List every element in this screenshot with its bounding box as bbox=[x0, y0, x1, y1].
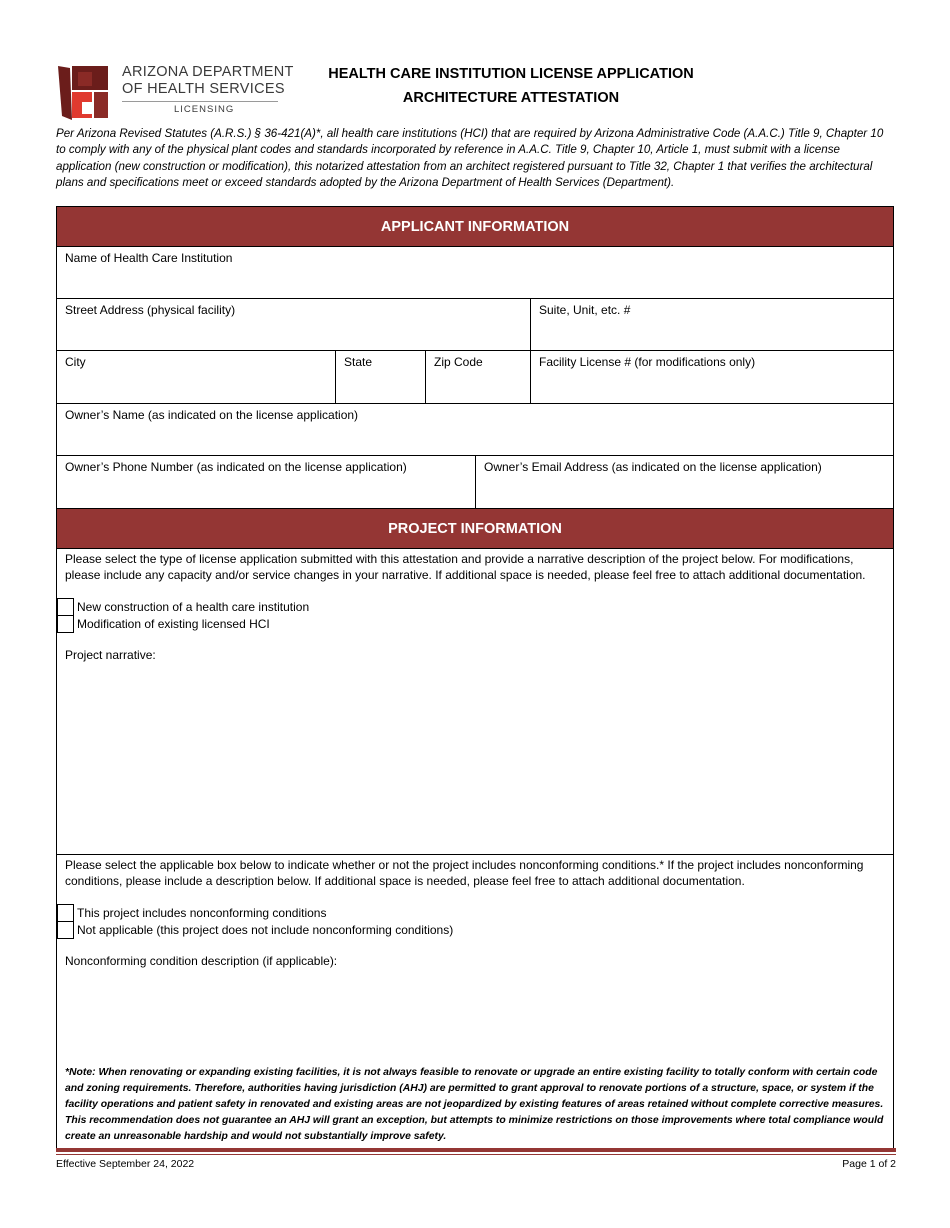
logo-line1: ARIZONA DEPARTMENT bbox=[122, 64, 294, 80]
nonconforming-note: *Note: When renovating or expanding existing facilities, it is not always feasible to renovate or upgrade an entire existing facility to totally conform with certain code and zoning requirements. Therefore, authorities having jurisdiction (AHJ) are permitted to grant approval to renovate portions of a structure, space, or system if the facility operations and patient safety in renovated and existing areas are not jeopardized by existing features of areas retained without complete corrective measures. This recommendation does not guarantee an AHJ will grant an exception, but attempts to minimize restrictions on those improvements where total compliance would create an unreasonable hardship and would not substantially improve safety. bbox=[65, 1067, 884, 1142]
effective-date: Effective September 24, 2022 bbox=[56, 1158, 195, 1170]
new-construction-label: New construction of a health care institution bbox=[77, 600, 310, 615]
applicant-section-heading: APPLICANT INFORMATION bbox=[57, 207, 893, 247]
new-construction-checkbox[interactable] bbox=[57, 598, 74, 616]
nonconforming-options bbox=[57, 905, 893, 938]
option-new-construction bbox=[57, 599, 893, 616]
street-address-label: Street Address (physical facility) bbox=[65, 303, 236, 317]
project-section-heading: PROJECT INFORMATION bbox=[57, 509, 893, 549]
facility-license-label: Facility License # (for modifications only) bbox=[539, 355, 756, 369]
zip-label: Zip Code bbox=[434, 355, 483, 369]
option-nonconforming bbox=[57, 905, 893, 922]
option-modification bbox=[57, 616, 893, 633]
nonconforming-label: This project includes nonconforming conditions bbox=[77, 906, 327, 921]
modification-label: Modification of existing licensed HCI bbox=[77, 616, 270, 631]
not-applicable-label: Not applicable (this project does not include nonconforming conditions) bbox=[77, 922, 454, 937]
logo-divider bbox=[122, 101, 278, 102]
hci-name-field[interactable] bbox=[57, 247, 893, 298]
suite-label: Suite, Unit, etc. # bbox=[539, 303, 631, 317]
page-footer bbox=[56, 1158, 896, 1170]
adhs-logo-mark bbox=[58, 64, 110, 120]
not-applicable-checkbox[interactable] bbox=[57, 921, 74, 939]
owner-email-field[interactable] bbox=[476, 456, 893, 508]
logo-line2: OF HEALTH SERVICES bbox=[122, 81, 285, 97]
document-title bbox=[311, 62, 711, 110]
attestation-form bbox=[56, 206, 894, 1150]
logo-text bbox=[122, 64, 294, 115]
row-owner-contact bbox=[57, 456, 893, 509]
project-type-options bbox=[57, 599, 893, 632]
zip-field[interactable] bbox=[426, 351, 531, 403]
street-address-field[interactable] bbox=[57, 299, 531, 350]
adhs-logo bbox=[56, 60, 294, 122]
page-number: Page 1 of 2 bbox=[842, 1158, 896, 1170]
owner-phone-label: Owner’s Phone Number (as indicated on the license application) bbox=[65, 460, 407, 474]
owner-email-label: Owner’s Email Address (as indicated on the license application) bbox=[484, 460, 822, 474]
project-narrative-label: Project narrative: bbox=[65, 648, 156, 662]
hci-name-label: Name of Health Care Institution bbox=[65, 251, 233, 265]
page-header bbox=[56, 60, 896, 130]
owner-name-label: Owner’s Name (as indicated on the license application) bbox=[65, 408, 359, 422]
row-hci-name bbox=[57, 247, 893, 299]
logo-line3: LICENSING bbox=[174, 104, 235, 115]
project-instructions: Please select the type of license application submitted with this attestation and provide a narrative description of the project below. For modifications, please include any capacity and/or service changes in your narrative. If additional space is needed, please feel free to attach additional documentation. bbox=[65, 552, 866, 582]
modification-checkbox[interactable] bbox=[57, 615, 74, 633]
nonconforming-block bbox=[57, 855, 893, 1149]
nonconforming-description-field[interactable] bbox=[57, 975, 893, 1045]
title-line2: ARCHITECTURE ATTESTATION bbox=[402, 90, 620, 106]
facility-license-field[interactable] bbox=[531, 351, 893, 403]
project-narrative-field[interactable] bbox=[57, 669, 893, 854]
city-label: City bbox=[65, 355, 86, 369]
project-type-block bbox=[57, 549, 893, 855]
nonconforming-checkbox[interactable] bbox=[57, 904, 74, 922]
city-field[interactable] bbox=[57, 351, 336, 403]
owner-name-field[interactable] bbox=[57, 404, 893, 455]
title-line1: HEALTH CARE INSTITUTION LICENSE APPLICATION bbox=[328, 66, 694, 82]
intro-paragraph: Per Arizona Revised Statutes (A.R.S.) § 36-421(A)*, all health care institutions (HCI) that are required by Arizona Administrative Code (A.A.C.) Title 9, Chapter 10 to comply with any of the physical plant codes and standards incorporated by reference in A.A.C. Title 9, Chapter 10, Article 1, must submit with a license application (new construction or modification), this notarized attestation from an architect registered pursuant to Title 32, Chapter 1 that verifies the architectural plans and specifications meet or exceed standards adopted by the Arizona Department of Health Services (Department). bbox=[56, 127, 884, 189]
row-city bbox=[57, 351, 893, 404]
state-label: State bbox=[344, 355, 373, 369]
footer-rule-thick bbox=[56, 1148, 896, 1152]
owner-phone-field[interactable] bbox=[57, 456, 476, 508]
option-not-applicable bbox=[57, 922, 893, 939]
state-field[interactable] bbox=[336, 351, 426, 403]
suite-field[interactable] bbox=[531, 299, 893, 350]
nonconforming-instructions: Please select the applicable box below to indicate whether or not the project includes nonconforming conditions.* If the project includes nonconforming conditions, please include a description below. If additional space is needed, please feel free to attach additional documentation. bbox=[65, 858, 864, 888]
footer-rule-thin bbox=[56, 1154, 896, 1155]
nonconforming-description-label: Nonconforming condition description (if applicable): bbox=[65, 954, 338, 968]
row-owner-name bbox=[57, 404, 893, 456]
row-address bbox=[57, 299, 893, 351]
